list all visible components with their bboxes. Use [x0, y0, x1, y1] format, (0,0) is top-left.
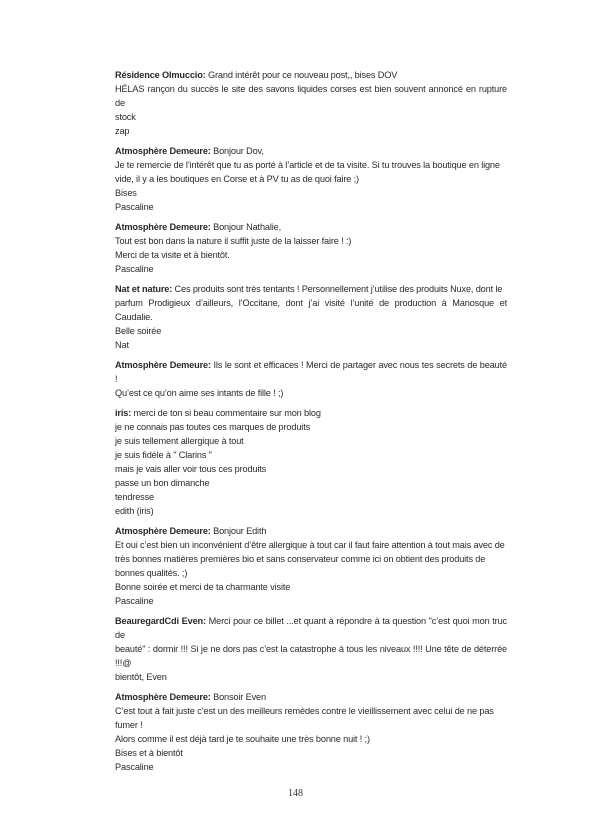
comment-text: Ils le sont et efficaces ! Merci de partager avec nous tes secrets de beauté !	[115, 360, 508, 384]
comment-author: BeauregardCdi Even:	[115, 616, 206, 626]
comment-text: Tout est bon dans la nature il suffit juste de la laisser faire ! :)	[115, 236, 352, 246]
comment-text: Bonjour Dov,	[213, 146, 264, 156]
comment-block	[115, 614, 507, 684]
comment-line	[115, 234, 507, 248]
comment-author: Atmosphère Demeure:	[115, 222, 211, 232]
comment-block	[115, 406, 507, 518]
comment-text: Bises et à bientôt	[115, 748, 183, 758]
comment-text: Bises	[115, 188, 137, 198]
comment-block	[115, 524, 507, 608]
comment-text: je suis fidèle à " Clarins "	[115, 450, 212, 460]
comment-text: Bonjour Nathalie,	[213, 222, 282, 232]
comment-text: Et oui c’est bien un inconvénient d’être allergique à tout car il faut faire attention à tout mais avec de	[115, 540, 505, 550]
comment-text: Alors comme il est déjà tard je te souhaite une très bonne nuit ! ;)	[115, 734, 370, 744]
comment-line	[115, 642, 507, 670]
comment-text: stock	[115, 112, 136, 122]
comment-text: bientôt, Even	[115, 672, 167, 682]
comment-line	[115, 552, 507, 566]
comment-line	[115, 324, 507, 338]
comment-text: Pascaline	[115, 762, 154, 772]
comment-line	[115, 594, 507, 608]
comment-text: Bonjour Edith	[213, 526, 267, 536]
comment-author: Atmosphère Demeure:	[115, 146, 211, 156]
comment-first-line	[115, 220, 507, 234]
comment-line	[115, 248, 507, 262]
comment-text: fumer !	[115, 720, 143, 730]
comment-first-line	[115, 68, 507, 82]
comment-text: passe un bon dimanche	[115, 478, 210, 488]
comment-line	[115, 732, 507, 746]
comment-text: très bonnes matières premières bio et sans conservateur comme ici on obtient des produits de	[115, 554, 486, 564]
comment-line	[115, 262, 507, 276]
comment-text: mais je vais aller voir tous ces produits	[115, 464, 267, 474]
comment-text: tendresse	[115, 492, 154, 502]
comment-text: Belle soirée	[115, 326, 162, 336]
comment-line	[115, 670, 507, 684]
comment-first-line	[115, 358, 507, 386]
comment-block	[115, 358, 507, 400]
comment-text: Nat	[115, 340, 129, 350]
comment-text: Pascaline	[115, 596, 154, 606]
page-number: 148	[288, 788, 303, 799]
comments-page	[115, 68, 507, 780]
comment-text: zap	[115, 126, 130, 136]
comment-block	[115, 282, 507, 352]
comment-text: Grand intérêt pour ce nouveau post,, bises DOV	[208, 70, 398, 80]
comment-line	[115, 490, 507, 504]
comment-author: iris:	[115, 408, 132, 418]
comment-text: Bonne soirée et merci de ta charmante visite	[115, 582, 291, 592]
comment-line	[115, 538, 507, 552]
comment-text: beauté" : dormir !!! Si je ne dors pas c’est la catastrophe à tous les niveaux !!!! Une tête de déterrée !!!@	[115, 644, 507, 668]
comment-author: Nat et nature:	[115, 284, 173, 294]
comment-text: vide, il y a les boutiques en Corse et à PV tu as de quoi faire ;)	[115, 174, 359, 184]
comment-block	[115, 68, 507, 138]
comment-author: Atmosphère Demeure:	[115, 526, 211, 536]
comment-text: Ces produits sont très tentants ! Personnellement j’utilise des produits Nuxe, dont le	[174, 284, 503, 294]
comment-text: merci de ton si beau commentaire sur mon blog	[133, 408, 321, 418]
comment-line	[115, 158, 507, 172]
comment-line	[115, 462, 507, 476]
comment-line	[115, 172, 507, 186]
comment-text: parfum Prodigieux d’ailleurs, l’Occitane, dont j’ai visité l’unité de production à Manosque et Caudalie.	[115, 298, 507, 322]
comment-text: Pascaline	[115, 264, 154, 274]
comment-first-line	[115, 524, 507, 538]
comment-first-line	[115, 282, 507, 296]
comment-line	[115, 386, 507, 400]
comment-text: je suis tellement allergique à tout	[115, 436, 244, 446]
comment-block	[115, 144, 507, 214]
comment-line	[115, 110, 507, 124]
comment-line	[115, 566, 507, 580]
comment-author: Atmosphère Demeure:	[115, 360, 211, 370]
comment-line	[115, 420, 507, 434]
comment-line	[115, 448, 507, 462]
comment-text: Je te remercie de l’intérêt que tu as porté à l’article et de ta visite. Si tu trouves la boutique en ligne	[115, 160, 500, 170]
comment-text: Merci pour ce billet ...et quant à répondre à ta question "c’est quoi mon truc de	[115, 616, 507, 640]
comment-text: HÉLAS rançon du succès le site des savons liquides corses est bien souvent annoncé en rupture de	[115, 84, 507, 108]
comment-line	[115, 718, 507, 732]
comment-text: Qu’est ce qu’on aime ses intants de fille ! ;)	[115, 388, 284, 398]
comment-author: Atmosphère Demeure:	[115, 692, 211, 702]
comment-text: bonnes qualités. ;)	[115, 568, 188, 578]
comment-line	[115, 200, 507, 214]
comment-text: Bonsoir Even	[213, 692, 266, 702]
comment-line	[115, 296, 507, 324]
comment-line	[115, 504, 507, 518]
comment-text: Pascaline	[115, 202, 154, 212]
comment-first-line	[115, 144, 507, 158]
comment-text: je ne connais pas toutes ces marques de produits	[115, 422, 311, 432]
comment-first-line	[115, 406, 507, 420]
comment-text: edith (iris)	[115, 506, 154, 516]
comment-author: Résidence Olmuccio:	[115, 70, 206, 80]
comment-text: C’est tout à fait juste c’est un des meilleurs remèdes contre le vieillissement avec celui de ne pas	[115, 706, 494, 716]
comment-line	[115, 746, 507, 760]
comment-line	[115, 434, 507, 448]
comment-line	[115, 186, 507, 200]
comment-line	[115, 760, 507, 774]
comment-block	[115, 690, 507, 774]
comment-line	[115, 338, 507, 352]
comment-block	[115, 220, 507, 276]
comment-text: Merci de ta visite et à bientôt.	[115, 250, 230, 260]
comment-line	[115, 476, 507, 490]
comment-first-line	[115, 614, 507, 642]
comment-line	[115, 580, 507, 594]
comment-line	[115, 124, 507, 138]
comment-line	[115, 82, 507, 110]
comment-first-line	[115, 690, 507, 704]
comment-line	[115, 704, 507, 718]
